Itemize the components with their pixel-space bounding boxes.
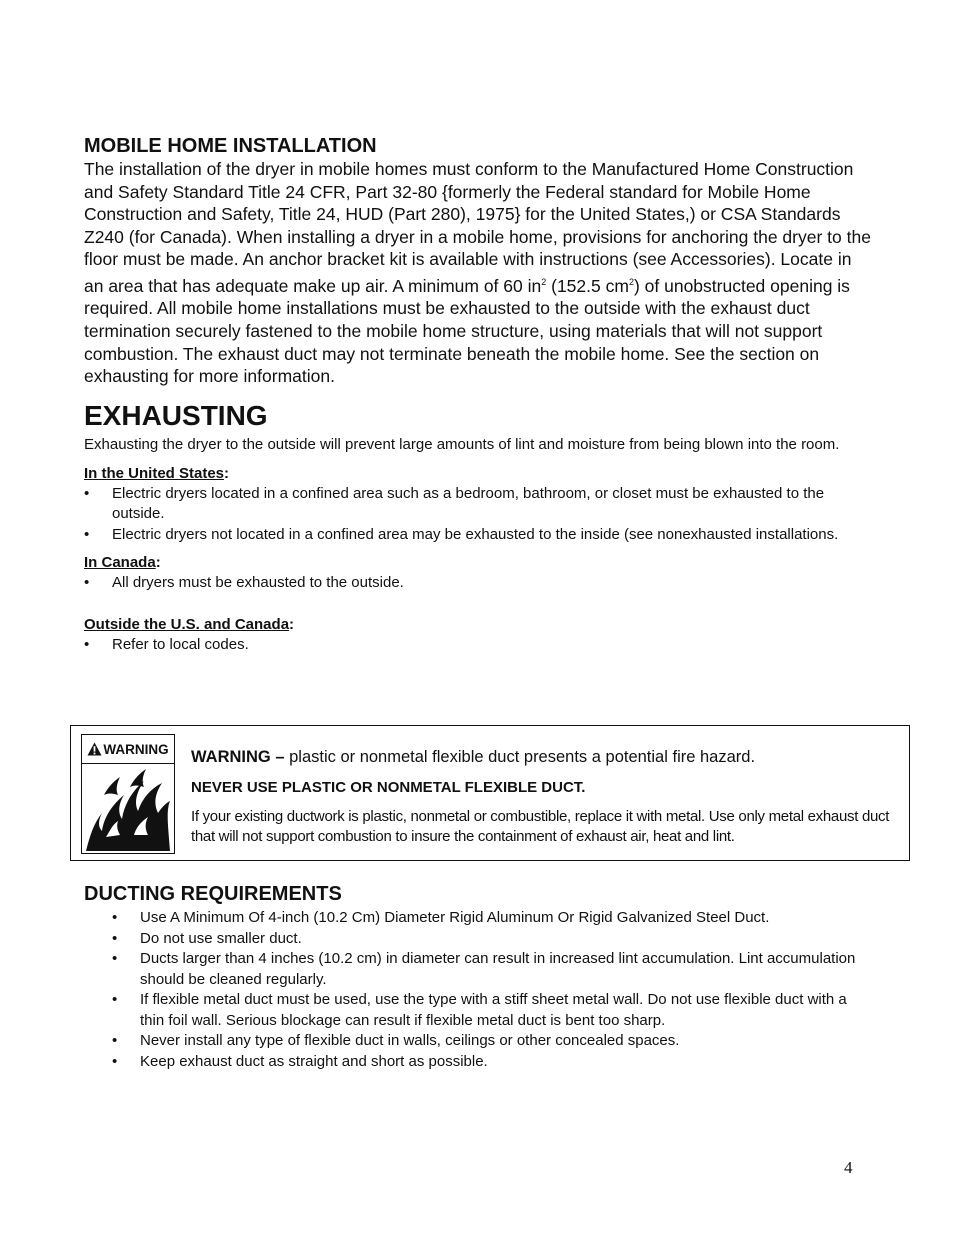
outside-list bbox=[84, 635, 874, 656]
exhausting-intro: Exhausting the dryer to the outside will prevent large amounts of lint and moisture from being blown into the room. bbox=[84, 435, 840, 453]
list-item bbox=[84, 525, 874, 546]
list-item bbox=[84, 484, 874, 525]
list-item-text: Ducts larger than 4 inches (10.2 cm) in diameter can result in increased lint accumulation. Lint accumulation should be cleaned regularly. bbox=[140, 950, 856, 988]
warning-triangle-icon bbox=[87, 742, 102, 756]
list-item-text: Electric dryers not located in a confined area may be exhausted to the inside (see nonexhausted installations. bbox=[112, 525, 839, 543]
warning-symbol bbox=[81, 734, 175, 854]
us-label: In the United States bbox=[84, 464, 225, 482]
canada-subheading bbox=[84, 553, 874, 573]
outside-subheading bbox=[84, 615, 874, 635]
list-item-text: Refer to local codes. bbox=[112, 635, 249, 653]
ducting-heading: DUCTING REQUIREMENTS bbox=[84, 883, 342, 905]
bullet-icon: • bbox=[112, 909, 118, 926]
mobile-home-paragraph bbox=[84, 158, 874, 388]
list-item-text: Electric dryers located in a confined area such as a bedroom, bathroom, or closet must be exhausted to the outside. bbox=[112, 484, 825, 523]
warning-lead-bold: WARNING – bbox=[191, 748, 285, 766]
list-item-text: Keep exhaust duct as straight and short as possible. bbox=[140, 1052, 488, 1070]
outside-label: Outside the U.S. and Canada bbox=[84, 615, 290, 633]
list-item-text: All dryers must be exhausted to the outside. bbox=[112, 574, 404, 592]
list-item-text: Use A Minimum Of 4-inch (10.2 Cm) Diameter Rigid Aluminum Or Rigid Galvanized Steel Duct. bbox=[140, 909, 770, 926]
list-item bbox=[84, 1052, 874, 1073]
list-item bbox=[84, 573, 874, 594]
bullet-icon: • bbox=[84, 525, 90, 543]
list-item bbox=[84, 1031, 874, 1052]
canada-colon: : bbox=[155, 554, 161, 572]
warning-never: NEVER USE PLASTIC OR NONMETAL FLEXIBLE DUCT. bbox=[191, 779, 586, 796]
list-item-text: Never install any type of flexible duct in walls, ceilings or other concealed spaces. bbox=[140, 1032, 680, 1049]
mobile-home-heading: MOBILE HOME INSTALLATION bbox=[84, 135, 377, 157]
bullet-icon: • bbox=[84, 635, 90, 653]
superscript-squared: 2 bbox=[541, 276, 547, 287]
canada-label: In Canada bbox=[84, 554, 156, 572]
bullet-icon: • bbox=[112, 1052, 118, 1070]
list-item bbox=[84, 908, 874, 929]
ducting-list bbox=[84, 908, 874, 1072]
mobile-home-text-a: The installation of the dryer in mobile homes must conform to the Manufactured Home Construction and Safety Standard Title 24 CFR, Part 32-80 {formerly the Federal standard for Mobile Home Construction and Safety, Title 24, HUD (Part 280), 1975} for the United States,) or CSA Standards Z240 (for Canada). When installing a dryer in a mobile home, provisions for anchoring the dryer to the floor must be made. An anchor bracket kit is available with instructions (see Accessories). Locate in an area that has adequate make up air. A minimum of 60 in bbox=[84, 159, 871, 296]
warning-lead-text: plastic or nonmetal flexible duct presents a potential fire hazard. bbox=[284, 748, 756, 766]
warning-label bbox=[82, 735, 174, 764]
warning-lead bbox=[191, 746, 891, 768]
bullet-icon: • bbox=[112, 1032, 118, 1049]
list-item-text: If flexible metal duct must be used, use the type with a stiff sheet metal wall. Do not use flexible duct with a thin foil wall. Serious blockage can result if flexible metal duct is bent too sharp. bbox=[140, 991, 847, 1029]
list-item bbox=[84, 929, 874, 950]
outside-colon: : bbox=[289, 615, 295, 633]
list-item bbox=[84, 949, 874, 990]
list-item-text: Do not use smaller duct. bbox=[140, 929, 302, 947]
exhausting-heading: EXHAUSTING bbox=[84, 399, 268, 431]
warning-box bbox=[70, 725, 910, 861]
bullet-icon: • bbox=[84, 574, 90, 592]
page-number: 4 bbox=[844, 1158, 853, 1177]
list-item bbox=[84, 635, 874, 656]
us-colon: : bbox=[224, 464, 230, 482]
fire-hazard-icon bbox=[84, 765, 172, 851]
us-subheading bbox=[84, 464, 874, 484]
superscript-squared: 2 bbox=[628, 276, 634, 287]
warning-detail: If your existing ductwork is plastic, nonmetal or combustible, replace it with metal. Use only metal exhaust duct that will not support combustion to insure the containment of exhaust air, heat and lint. bbox=[191, 808, 890, 845]
warning-text bbox=[191, 746, 891, 847]
bullet-icon: • bbox=[112, 929, 118, 947]
ducting-section bbox=[84, 882, 874, 1072]
mobile-home-text-c: ) of unobstructed opening is required. All mobile home installations must be exhausted to the outside with the exhaust duct termination securely fastened to the mobile home structure, using materials that will not support combustion. The exhaust duct may not terminate beneath the mobile home. See the section on exhausting for more information. bbox=[84, 275, 850, 387]
bullet-icon: • bbox=[112, 991, 118, 1008]
warning-label-text: WARNING bbox=[103, 741, 169, 757]
list-item bbox=[84, 990, 874, 1031]
canada-list bbox=[84, 573, 874, 594]
page-content bbox=[84, 134, 874, 655]
us-list bbox=[84, 484, 874, 546]
mobile-home-text-b: (152.5 cm bbox=[546, 275, 629, 296]
bullet-icon: • bbox=[112, 950, 118, 967]
bullet-icon: • bbox=[84, 484, 90, 502]
